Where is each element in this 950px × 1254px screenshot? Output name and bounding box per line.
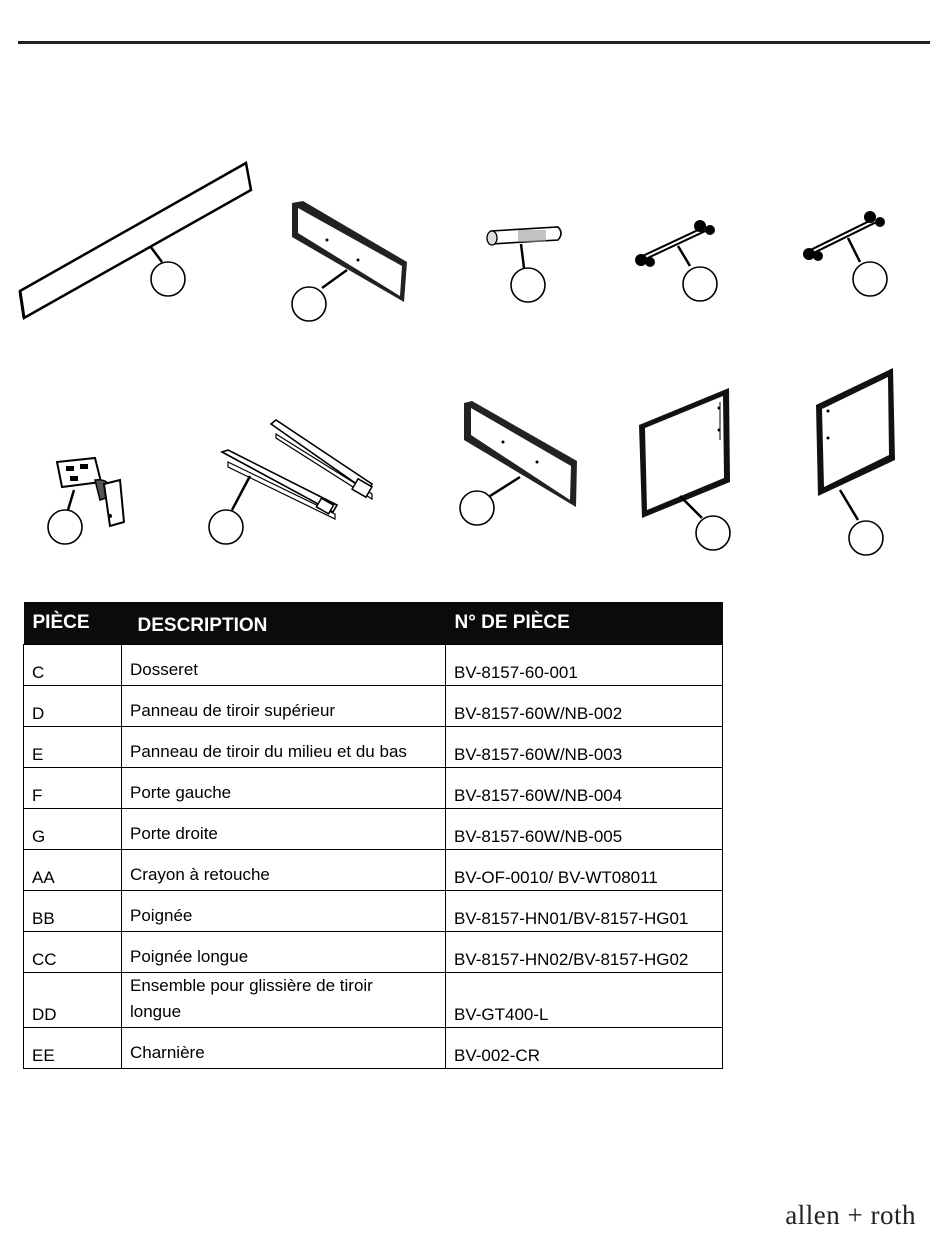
brand-logo: allen + roth xyxy=(785,1200,916,1230)
description-line: longue xyxy=(130,1002,182,1021)
parts-table xyxy=(23,602,723,1069)
touch-up-pen-illustration xyxy=(487,227,561,302)
table-row xyxy=(24,932,723,973)
left-door-illustration xyxy=(639,388,730,550)
middle-bottom-drawer-panel-illustration xyxy=(460,401,577,525)
piece-cell: C xyxy=(24,645,122,686)
table-row xyxy=(24,1028,723,1069)
description-cell: Panneau de tiroir supérieur xyxy=(122,686,446,727)
piece-cell: D xyxy=(24,686,122,727)
part-number-cell: BV-8157-60W/NB-004 xyxy=(446,768,723,809)
table-row xyxy=(24,809,723,850)
table-row xyxy=(24,645,723,686)
drawer-slide-illustration xyxy=(209,420,372,544)
piece-cell: CC xyxy=(24,932,122,973)
header-piece: PIÈCE xyxy=(24,602,122,645)
table-row xyxy=(24,727,723,768)
part-number-cell: BV-OF-0010/ BV-WT08011 xyxy=(446,850,723,891)
piece-cell: DD xyxy=(24,973,122,1028)
parts-table-header xyxy=(24,602,723,645)
piece-cell: G xyxy=(24,809,122,850)
description-cell: Porte droite xyxy=(122,809,446,850)
table-row xyxy=(24,768,723,809)
callout-circle xyxy=(151,262,185,296)
callout-circle xyxy=(683,267,717,301)
callout-circle xyxy=(460,491,494,525)
description-cell: Poignée xyxy=(122,891,446,932)
description-cell: Poignée longue xyxy=(122,932,446,973)
handle-illustration xyxy=(635,220,717,301)
callout-circle xyxy=(849,521,883,555)
header-part-number: N° DE PIÈCE xyxy=(446,602,723,645)
table-row xyxy=(24,891,723,932)
table-row xyxy=(24,850,723,891)
callout-circle xyxy=(511,268,545,302)
right-door-illustration xyxy=(816,368,895,555)
piece-cell: BB xyxy=(24,891,122,932)
header-description: DESCRIPTION xyxy=(122,602,446,645)
description-cell xyxy=(122,973,446,1028)
description-cell: Dosseret xyxy=(122,645,446,686)
hinge-illustration xyxy=(48,458,124,544)
piece-cell: EE xyxy=(24,1028,122,1069)
part-number-cell: BV-8157-60W/NB-005 xyxy=(446,809,723,850)
part-number-cell: BV-8157-60W/NB-002 xyxy=(446,686,723,727)
part-number-cell: BV-8157-HN01/BV-8157-HG01 xyxy=(446,891,723,932)
table-row xyxy=(24,973,723,1028)
callout-circle xyxy=(292,287,326,321)
part-number-cell: BV-8157-HN02/BV-8157-HG02 xyxy=(446,932,723,973)
piece-cell: E xyxy=(24,727,122,768)
description-cell: Charnière xyxy=(122,1028,446,1069)
table-row xyxy=(24,686,723,727)
callout-circle xyxy=(209,510,243,544)
long-handle-illustration xyxy=(803,211,887,296)
part-number-cell: BV-8157-60-001 xyxy=(446,645,723,686)
description-line: Ensemble pour glissière de tiroir xyxy=(130,976,373,995)
description-cell: Panneau de tiroir du milieu et du bas xyxy=(122,727,446,768)
callout-circle xyxy=(48,510,82,544)
parts-illustrations xyxy=(0,0,950,600)
top-drawer-panel-illustration xyxy=(292,201,407,321)
piece-cell: F xyxy=(24,768,122,809)
description-cell: Porte gauche xyxy=(122,768,446,809)
backsplash-illustration xyxy=(20,163,251,318)
callout-circle xyxy=(853,262,887,296)
part-number-cell: BV-GT400-L xyxy=(446,973,723,1028)
part-number-cell: BV-8157-60W/NB-003 xyxy=(446,727,723,768)
callout-circle xyxy=(696,516,730,550)
part-number-cell: BV-002-CR xyxy=(446,1028,723,1069)
piece-cell: AA xyxy=(24,850,122,891)
description-cell: Crayon à retouche xyxy=(122,850,446,891)
